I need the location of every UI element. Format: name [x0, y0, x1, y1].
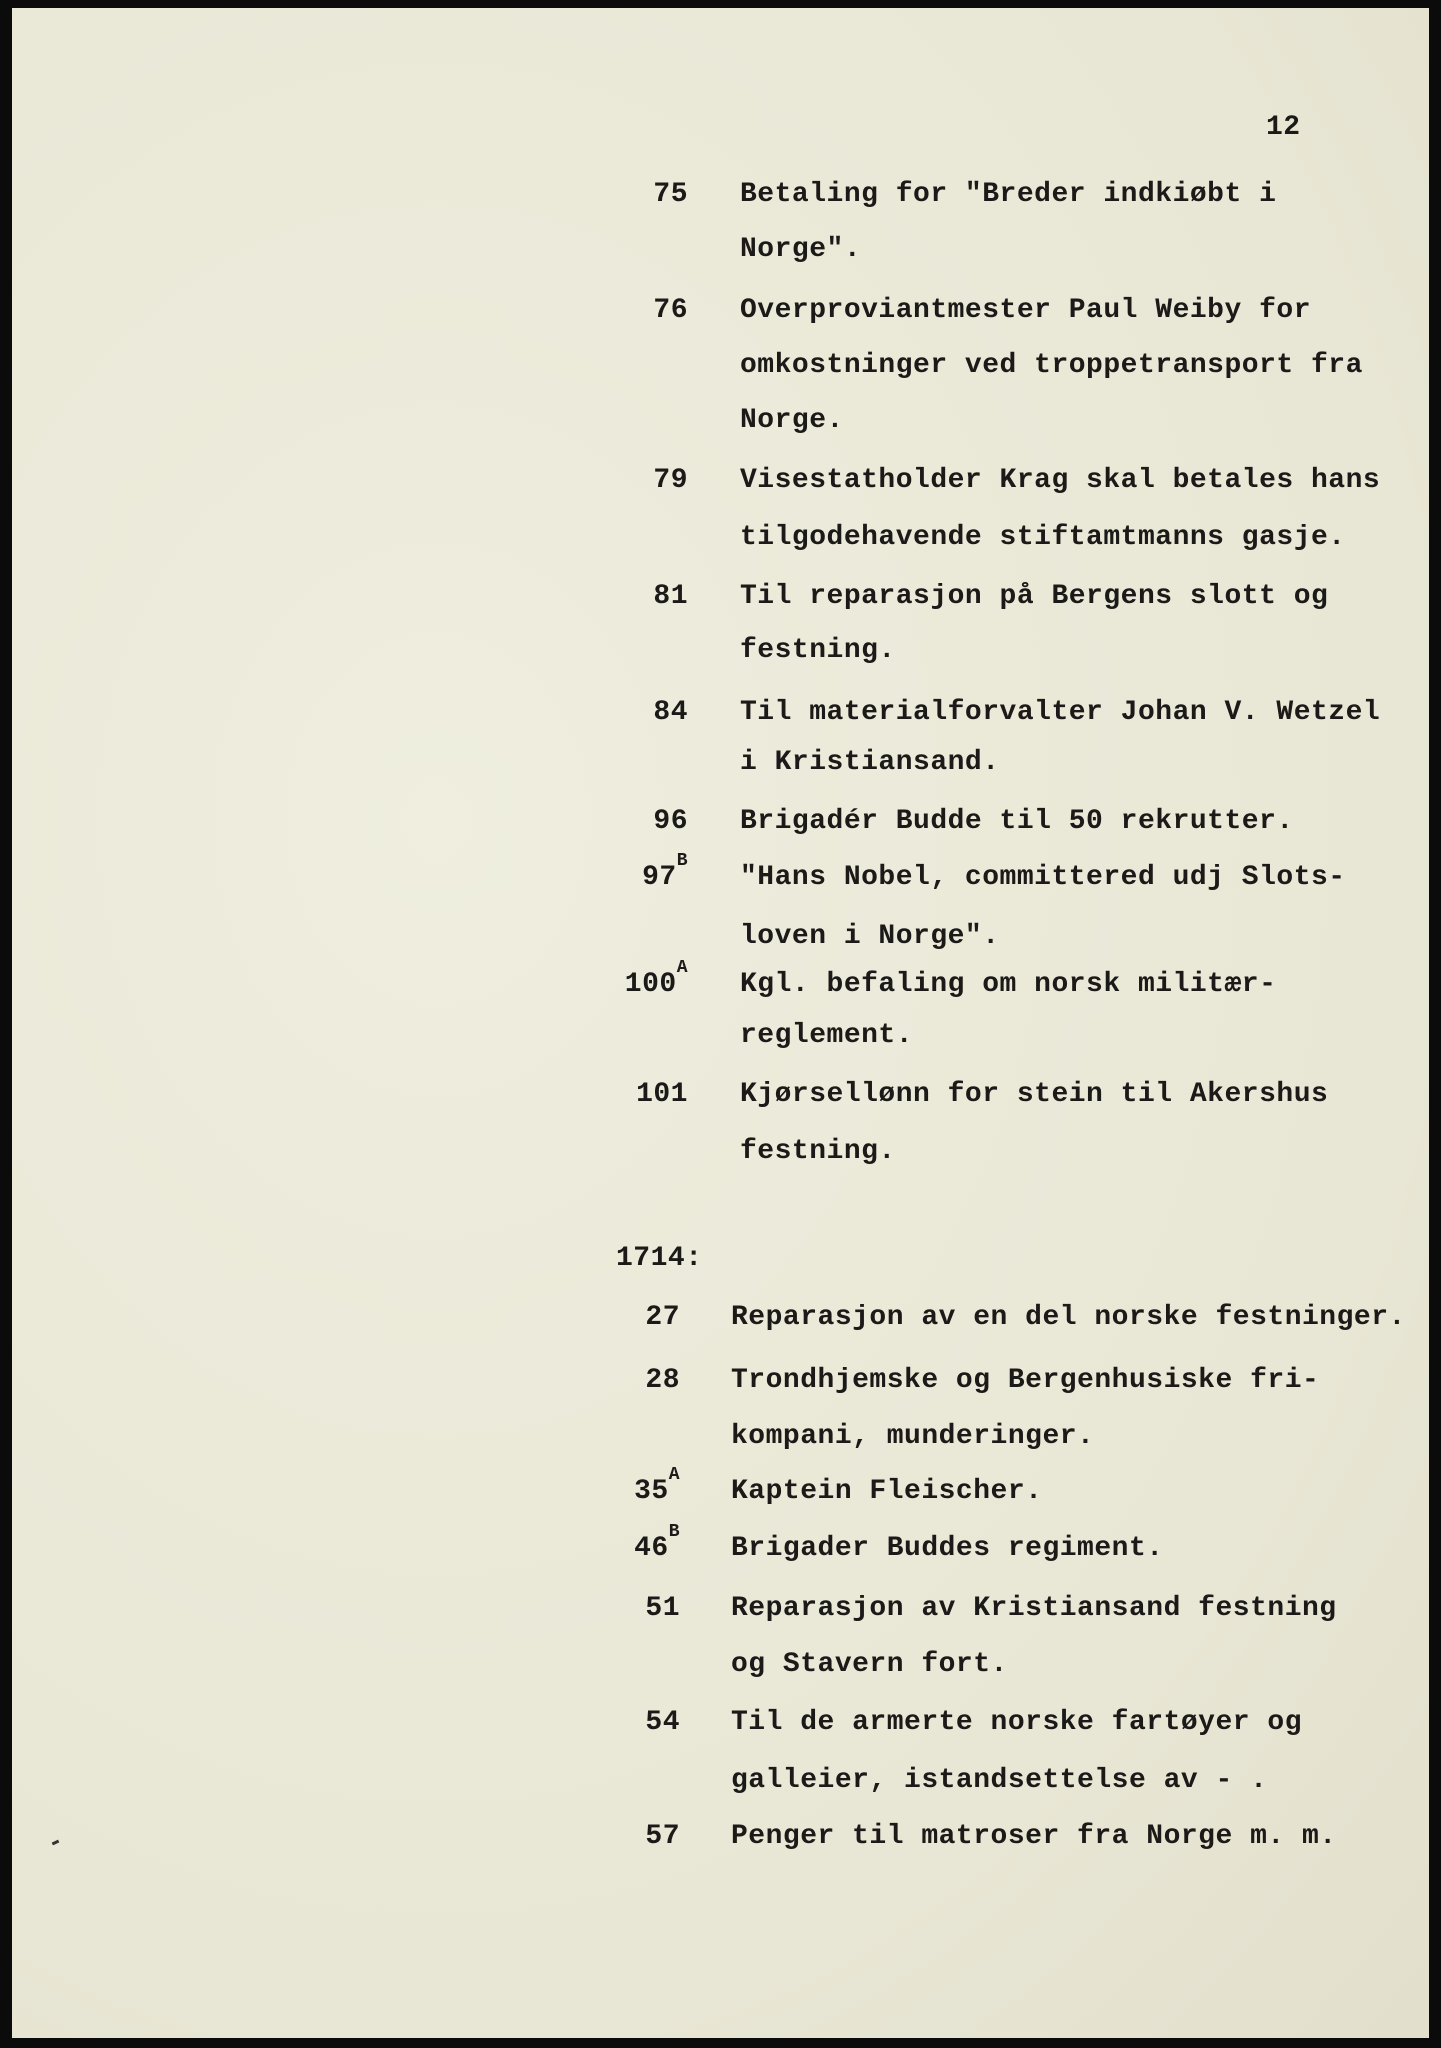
entry-text-line: reglement.: [740, 1020, 914, 1051]
entry-text-line: festning.: [740, 635, 896, 666]
entry-number-value: 100: [624, 969, 677, 1000]
entry-number-value: 27: [645, 1302, 680, 1333]
entry-number: [608, 957, 688, 1013]
entry-text-line: Brigader Buddes regiment.: [731, 1533, 1164, 1564]
year-heading: 1714:: [616, 1243, 703, 1274]
entry-number: [600, 1464, 680, 1520]
page-number: 12: [1266, 112, 1301, 143]
entry-number: [600, 1581, 680, 1637]
entry-number: [608, 1067, 688, 1123]
entry-number: [608, 850, 688, 906]
entry-number: [600, 1695, 680, 1751]
document-page: [12, 8, 1429, 2038]
entry-suffix: B: [676, 851, 688, 871]
entry-number: [608, 569, 688, 625]
entry-number: [600, 1809, 680, 1865]
entry-number: [608, 167, 688, 223]
entry-suffix: B: [668, 1522, 680, 1542]
entry-number: [608, 283, 688, 339]
entry-text-line: tilgodehavende stiftamtmanns gasje.: [740, 522, 1346, 553]
entry-number-value: 46: [634, 1533, 669, 1564]
entry-text-line: Brigadér Budde til 50 rekrutter.: [740, 806, 1294, 837]
entry-text-line: Til materialforvalter Johan V. Wetzel: [740, 697, 1381, 728]
entry-number-value: 79: [653, 465, 688, 496]
entry-number: [600, 1521, 680, 1577]
entry-number-value: 97: [642, 862, 677, 893]
entry-text-line: festning.: [740, 1136, 896, 1167]
entry-number-value: 84: [653, 697, 688, 728]
entry-number-value: 54: [645, 1707, 680, 1738]
stray-mark: [52, 1840, 60, 1846]
entry-number-value: 57: [645, 1821, 680, 1852]
entry-text-line: kompani, munderinger.: [731, 1421, 1095, 1452]
entry-number-value: 76: [653, 295, 688, 326]
entry-number-value: 28: [645, 1365, 680, 1396]
entry-text-line: Trondhjemske og Bergenhusiske fri-: [731, 1365, 1320, 1396]
entry-text-line: loven i Norge".: [740, 921, 1000, 952]
entry-text-line: og Stavern fort.: [731, 1649, 1008, 1680]
entry-number-value: 81: [653, 581, 688, 612]
entry-text-line: Norge".: [740, 234, 862, 265]
entry-text-line: Penger til matroser fra Norge m. m.: [731, 1821, 1337, 1852]
entry-number-value: 101: [636, 1079, 688, 1110]
entry-number: [608, 794, 688, 850]
entry-text-line: Kaptein Fleischer.: [731, 1476, 1043, 1507]
entry-number: [608, 453, 688, 509]
entry-text-line: Reparasjon av Kristiansand festning: [731, 1593, 1337, 1624]
entry-text-line: Kgl. befaling om norsk militær-: [740, 969, 1277, 1000]
entry-suffix: A: [668, 1465, 680, 1485]
entry-text-line: galleier, istandsettelse av - .: [731, 1765, 1268, 1796]
entry-number: [600, 1353, 680, 1409]
entry-text-line: Visestatholder Krag skal betales hans: [740, 465, 1381, 496]
entry-number-value: 35: [634, 1476, 669, 1507]
entry-number-value: 51: [645, 1593, 680, 1624]
entry-text-line: Betaling for "Breder indkiøbt i: [740, 179, 1277, 210]
entry-text-line: i Kristiansand.: [740, 747, 1000, 778]
entry-number-value: 96: [653, 806, 688, 837]
entry-text-line: Overproviantmester Paul Weiby for: [740, 295, 1311, 326]
entry-text-line: Reparasjon av en del norske festninger.: [731, 1302, 1406, 1333]
entry-text-line: Til reparasjon på Bergens slott og: [740, 581, 1329, 612]
entry-text-line: Til de armerte norske fartøyer og: [731, 1707, 1302, 1738]
entry-text-line: omkostninger ved troppetransport fra: [740, 350, 1363, 381]
entry-number: [600, 1290, 680, 1346]
entry-text-line: Kjørsellønn for stein til Akershus: [740, 1079, 1329, 1110]
entry-number: [608, 685, 688, 741]
entry-number-value: 75: [653, 179, 688, 210]
entry-text-line: "Hans Nobel, committered udj Slots-: [740, 862, 1346, 893]
entry-text-line: Norge.: [740, 405, 844, 436]
entry-suffix: A: [676, 958, 688, 978]
